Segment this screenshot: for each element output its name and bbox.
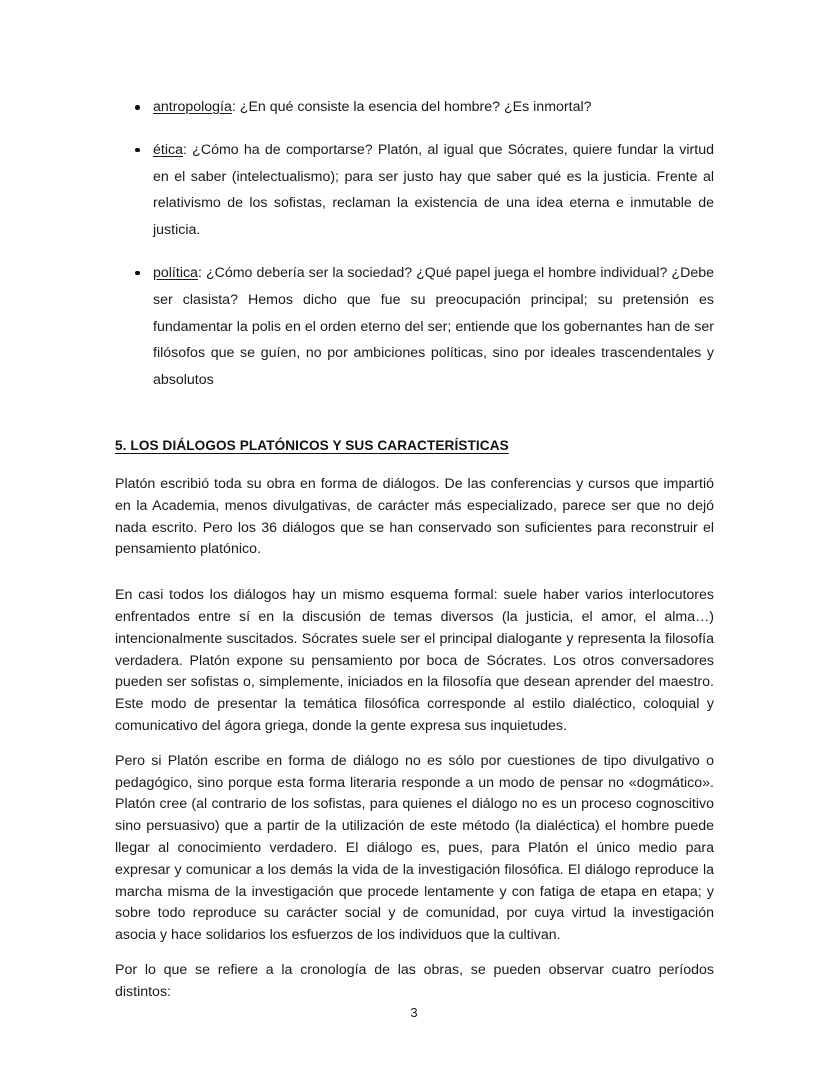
spacer bbox=[115, 456, 714, 474]
body-paragraph: Pero si Platón escribe en forma de diálogo no es sólo por cuestiones de tipo divulgativo o pedagógico, sino porque esta forma literaria responde a un modo de pensar no «dogmático». Platón cree (al contrario de los sofistas, para quienes el diálogo no es un proceso cognoscitivo sino persuasivo) que a partir de la utilización de este método (la dialéctica) el hombre puede llegar al conocimiento verdadero. El diálogo es, pues, para Platón el único medio para expresar y comunicar a los demás la vida de la investigación filosófica. El diálogo reproduce la marcha misma de la investigación que procede lentamente y con fatiga de etapa en etapa; y sobre todo reproduce su carácter social y de comunidad, por cuya virtud la investigación asocia y hace solidarios los esfuerzos de los individuos que la cultivan. bbox=[115, 752, 714, 944]
list-item bbox=[115, 137, 714, 244]
bullet-separator: : bbox=[231, 99, 240, 115]
bullet-separator: : bbox=[182, 141, 193, 158]
spacer bbox=[115, 947, 714, 960]
spacer bbox=[115, 738, 714, 751]
body-paragraph: Platón escribió toda su obra en forma de diálogos. De las conferencias y cursos que impartió en la Academia, menos divulgativas, de carácter más especializado, parece ser que no dejó nada escrito. Pero los 36 diálogos que se han conservado son suficientes para reconstruir el pensamiento platónico. bbox=[115, 475, 714, 558]
bullet-dot-icon bbox=[135, 148, 140, 153]
list-item bbox=[115, 94, 714, 121]
page-content bbox=[115, 94, 714, 1004]
bullet-dot-icon bbox=[135, 105, 140, 110]
spacer bbox=[115, 561, 714, 585]
bullet-text: ¿Cómo ha de comportarse? Platón, al igual que Sócrates, quiere fundar la virtud en el saber (intelectualismo); para ser justo hay que saber qué es la justicia. Frente al relativismo de los sofistas, reclaman la existencia de una idea eterna e inmutable de justicia. bbox=[153, 141, 714, 239]
body-paragraph: En casi todos los diálogos hay un mismo esquema formal: suele haber varios interlocutores enfrentados entre sí en la discusión de temas diversos (la justicia, el amor, el alma…) intencionalmente suscitados. Sócrates suele ser el principal dialogante y representa la filosofía verdadera. Platón expone su pensamiento por boca de Sócrates. Los otros conversadores pueden ser sofistas o, simplemente, iniciados en la filosofía que desean aprender del maestro. Este modo de presentar la temática filosófica corresponde al estilo dialéctico, coloquial y comunicativo del ágora griega, donde la gente expresa sus inquietudes. bbox=[115, 587, 714, 734]
bullet-text: ¿En qué consiste la esencia del hombre? ¿Es inmortal? bbox=[239, 99, 592, 115]
bullet-text: ¿Cómo debería ser la sociedad? ¿Qué papel juega el hombre individual? ¿Debe ser clasista? Hemos dicho que fue su preocupación principal; su pretensión es fundamentar la polis en el orden eterno del ser; entiende que los gobernantes han de ser filósofos que se guíen, no por ambiciones políticas, sino por ideales trascendentales y absolutos bbox=[153, 264, 715, 389]
concept-bullet-list bbox=[115, 94, 714, 394]
bullet-term: antropología bbox=[153, 99, 232, 115]
spacer bbox=[115, 394, 714, 436]
list-item bbox=[115, 260, 714, 394]
bullet-term: ética bbox=[153, 141, 183, 158]
page-number: 3 bbox=[410, 1005, 418, 1020]
bullet-dot-icon bbox=[135, 271, 140, 276]
bullet-term: política bbox=[153, 264, 198, 281]
bullet-separator: : bbox=[197, 264, 206, 281]
section-heading: 5. LOS DIÁLOGOS PLATÓNICOS Y SUS CARACTERÍSTICAS bbox=[115, 437, 509, 453]
body-paragraph: Por lo que se refiere a la cronología de las obras, se pueden observar cuatro períodos distintos: bbox=[115, 961, 714, 1000]
